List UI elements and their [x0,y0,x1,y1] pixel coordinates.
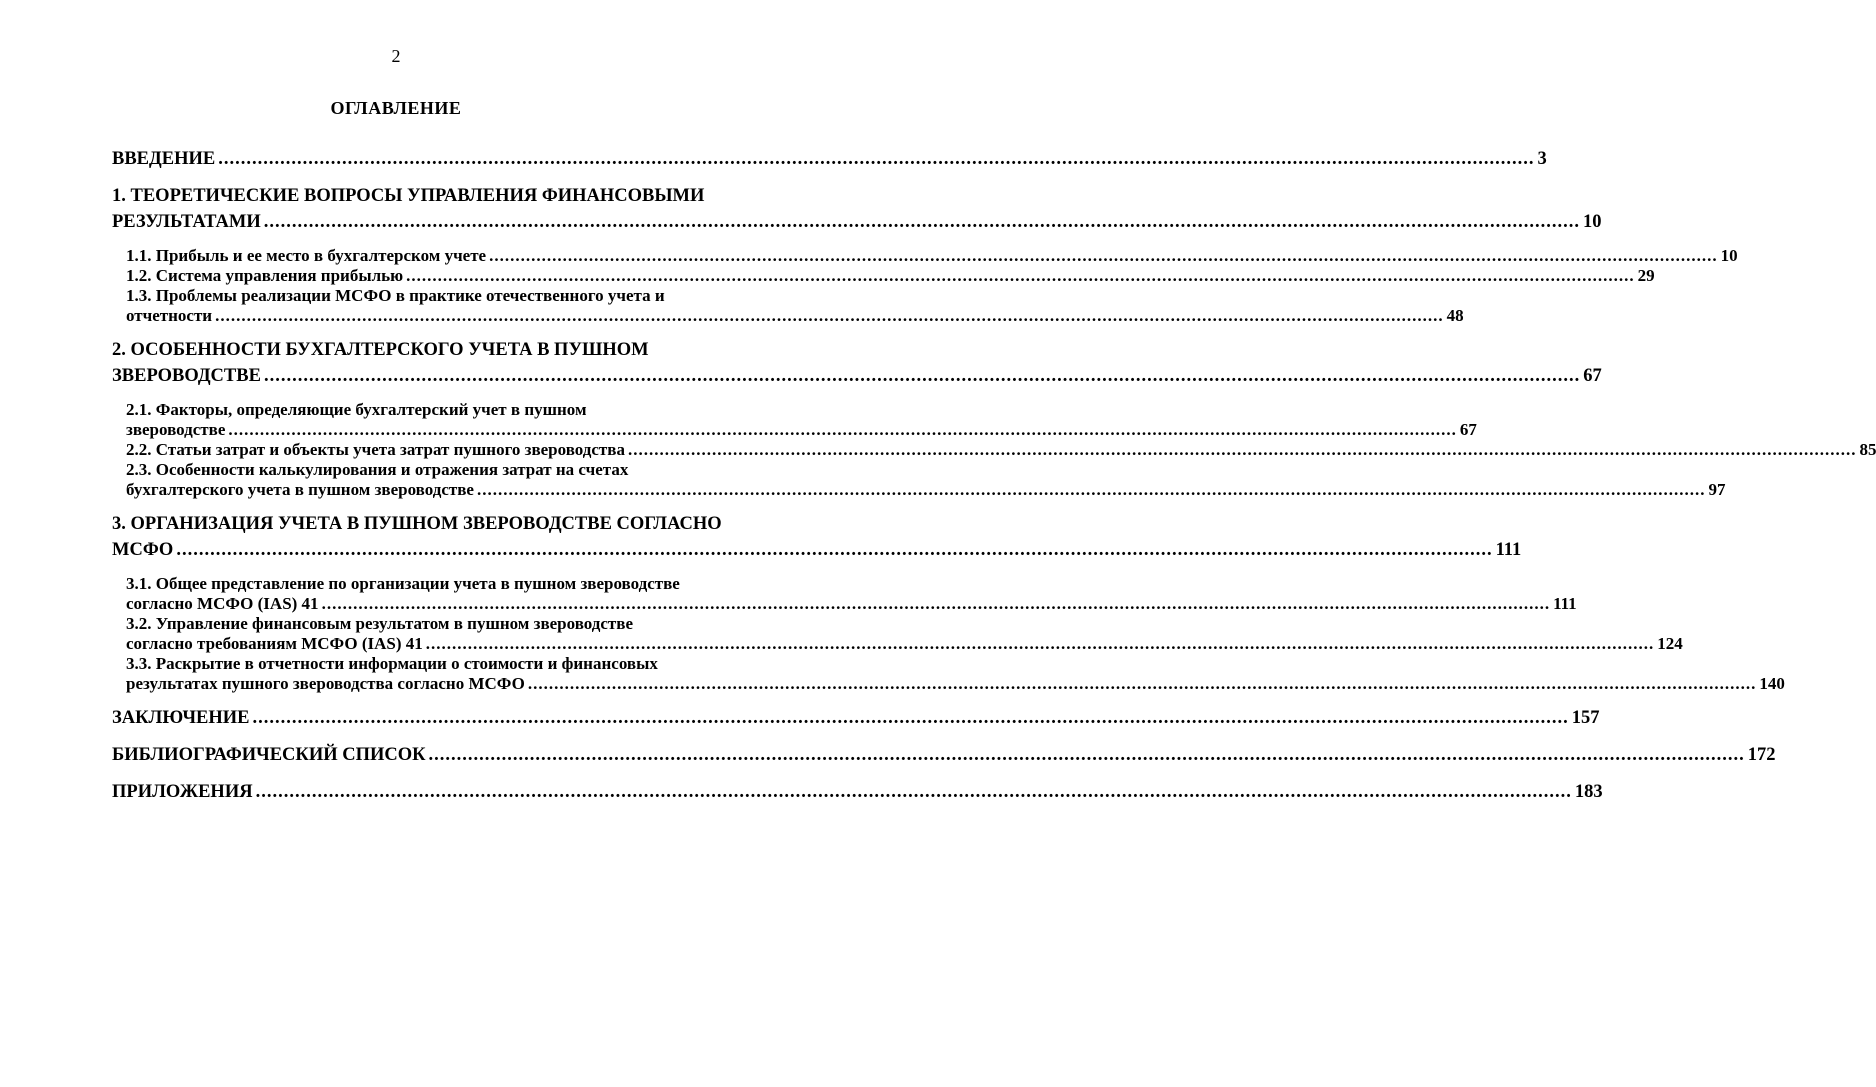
toc-page-number: 111 [1495,540,1522,560]
dot-leader [215,306,1444,326]
toc-entry-text: 1.1. Прибыль и ее место в бухгалтерском учете [126,246,487,265]
toc-page-number: 172 [1747,745,1776,765]
toc-entry-section-2-1[interactable] [112,400,1477,440]
toc-entry-section-1-1[interactable] [112,246,1738,266]
toc-page-number: 183 [1574,782,1603,802]
toc-entry-text-line1: 2.1. Факторы, определяющие бухгалтерский учет в пушном [126,400,587,419]
toc-entry-text: БИБЛИОГРАФИЧЕСКИЙ СПИСОК [112,745,426,765]
dot-leader [528,674,1757,694]
toc-entry-text: МСФО [112,540,174,560]
dot-leader [477,480,1706,500]
toc-entry-bibliography[interactable] [112,742,1776,768]
page-number: 2 [391,46,401,66]
table-of-contents [112,146,1876,805]
toc-entry-text: 2.2. Статьи затрат и объекты учета затрат пушного звероводства [126,440,625,459]
toc-entry-text: согласно МСФО (IAS) 41 [126,594,319,613]
toc-entry-appendices[interactable] [112,779,1603,805]
toc-page-number: 10 [1720,246,1738,265]
dot-leader [426,634,1655,654]
toc-entry-text-line1: 3.2. Управление финансовым результатом в пушном звероводстве [126,614,634,633]
toc-entry-text: 1.2. Система управления прибылью [126,266,404,285]
dot-leader [322,594,1551,614]
dot-leader [628,440,1857,460]
dot-leader [406,266,1635,286]
toc-page-number: 48 [1446,306,1464,325]
dot-leader [264,209,1580,235]
toc-page-number: 29 [1637,266,1655,285]
toc-entry-text-line1: 3.1. Общее представление по организации учета в пушном звероводстве [126,574,680,593]
page-title: ОГЛАВЛЕНИЕ [330,98,462,118]
toc-entry-text-line1: 1. ТЕОРЕТИЧЕСКИЕ ВОПРОСЫ УПРАВЛЕНИЯ ФИНАНСОВЫМИ [112,186,705,206]
toc-page-number: 111 [1553,594,1577,613]
toc-entry-conclusion[interactable] [112,705,1600,731]
toc-entry-text: ВВЕДЕНИЕ [112,149,216,169]
toc-page-number: 3 [1537,149,1547,169]
toc-entry-section-2-3[interactable] [112,460,1726,500]
toc-entry-text-line1: 2. ОСОБЕННОСТИ БУХГАЛТЕРСКОГО УЧЕТА В ПУШНОМ [112,340,649,360]
toc-entry-text-line1: 3.3. Раскрытие в отчетности информации о стоимости и финансовых [126,654,658,673]
toc-entry-section-3-1[interactable] [112,574,1577,614]
toc-entry-introduction[interactable] [112,146,1547,172]
toc-entry-section-1-2[interactable] [112,266,1655,286]
toc-page-number: 67 [1459,420,1477,439]
toc-entry-text: РЕЗУЛЬТАТАМИ [112,212,261,232]
toc-entry-text: отчетности [126,306,213,325]
toc-entry-section-2-2[interactable] [112,440,1876,460]
toc-entry-text-line1: 1.3. Проблемы реализации МСФО в практике отечественного учета и [126,286,665,305]
toc-page-number: 10 [1582,212,1602,232]
toc-entry-chapter-1[interactable] [112,183,1602,235]
dot-leader [264,363,1580,389]
toc-page-number: 140 [1759,674,1785,693]
dot-leader [429,742,1745,768]
toc-page-number: 124 [1657,634,1683,653]
toc-entry-text: ЗАКЛЮЧЕНИЕ [112,708,250,728]
toc-page-number: 157 [1571,708,1600,728]
toc-entry-text-line1: 3. ОРГАНИЗАЦИЯ УЧЕТА В ПУШНОМ ЗВЕРОВОДСТВЕ СОГЛАСНО [112,514,722,534]
toc-entry-section-1-3[interactable] [112,286,1464,326]
toc-page-number: 97 [1708,480,1726,499]
toc-entry-section-3-2[interactable] [112,614,1683,654]
toc-entry-text: ЗВЕРОВОДСТВЕ [112,366,261,386]
toc-entry-text-line1: 2.3. Особенности калькулирования и отражения затрат на счетах [126,460,629,479]
toc-entry-text: звероводстве [126,420,226,439]
toc-entry-text: ПРИЛОЖЕНИЯ [112,782,253,802]
toc-entry-chapter-3[interactable] [112,511,1522,563]
toc-entry-chapter-2[interactable] [112,337,1602,389]
toc-entry-text: согласно требованиям МСФО (IAS) 41 [126,634,423,653]
toc-entry-text: результатах пушного звероводства согласно МСФО [126,674,525,693]
toc-page-number: 67 [1583,366,1602,386]
dot-leader [253,705,1569,731]
toc-entry-text: бухгалтерского учета в пушном звероводстве [126,480,474,499]
dot-leader [256,779,1572,805]
dot-leader [176,537,1492,563]
dot-leader [228,420,1457,440]
toc-page-number: 85 [1859,440,1876,459]
toc-entry-section-3-3[interactable] [112,654,1785,694]
dot-leader [218,146,1534,172]
dot-leader [489,246,1718,266]
